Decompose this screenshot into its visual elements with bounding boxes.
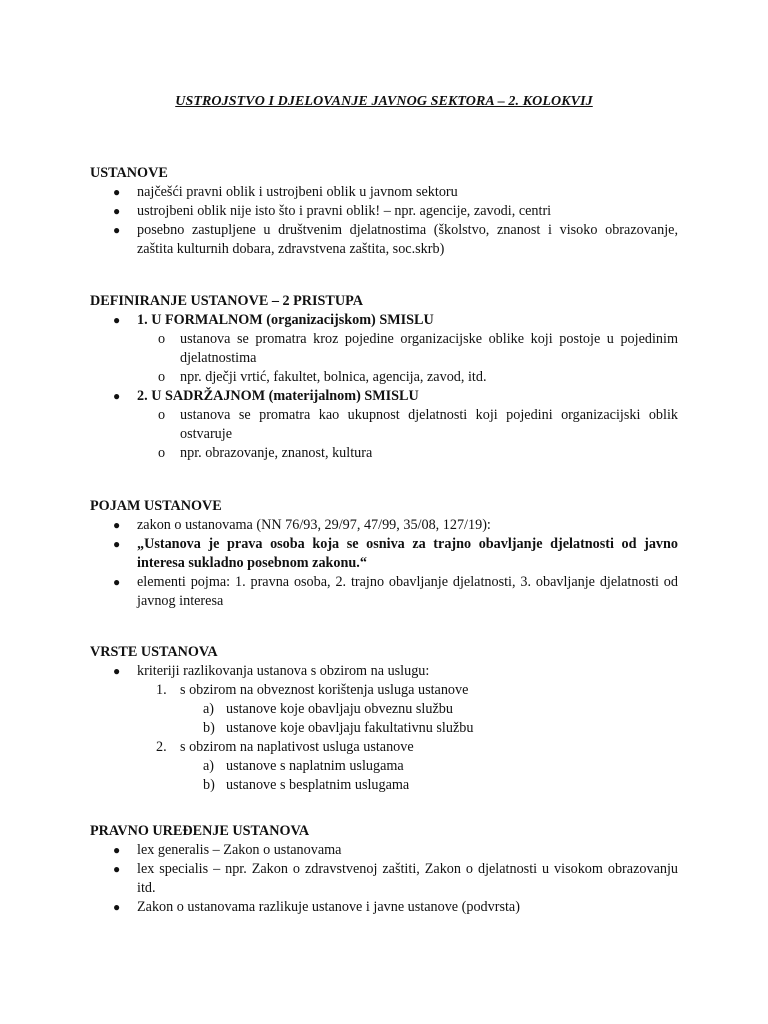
sub-list-item: o ustanova se promatra kroz pojedine organizacijske oblike koji postoje u pojedinim djelatnostima xyxy=(158,331,678,366)
lettered-item: b) ustanove s besplatnim uslugama xyxy=(203,777,410,793)
document-title: USTROJSTVO I DJELOVANJE JAVNOG SEKTORA – 2. KOLOKVIJ xyxy=(175,94,593,109)
section-heading: POJAM USTANOVE xyxy=(90,498,222,514)
numbered-item: 1. s obzirom na obveznost korištenja usluga ustanove xyxy=(156,682,469,698)
section-heading: VRSTE USTANOVA xyxy=(90,644,218,660)
numbered-list xyxy=(90,681,678,795)
list-item: ● elementi pojma: 1. pravna osoba, 2. trajno obavljanje djelatnosti, 3. obavljanje djelatnosti od javnog interesa xyxy=(113,574,678,609)
numbered-item: 2. s obzirom na naplativost usluga ustanove xyxy=(156,739,414,755)
bullet-icon: ● xyxy=(113,575,121,589)
bullet-icon: ● xyxy=(113,537,121,551)
list-item: ● „Ustanova je prava osoba koja se osniva za trajno obavljanje djelatnosti od javno interesa sukladno posebnom zakonu.“ xyxy=(113,536,678,571)
bullet-icon: ● xyxy=(113,313,121,327)
circle-bullet-icon: o xyxy=(158,407,166,423)
lettered-item: b) ustanove koje obavljaju fakultativnu službu xyxy=(203,720,474,736)
circle-bullet-icon: o xyxy=(158,369,166,385)
section-heading: PRAVNO UREĐENJE USTANOVA xyxy=(90,823,310,839)
lettered-item: a) ustanove s naplatnim uslugama xyxy=(203,758,404,774)
lettered-item: a) ustanove koje obavljaju obveznu službu xyxy=(203,701,453,717)
bullet-icon: ● xyxy=(113,900,121,914)
sub-list-item: o npr. dječji vrtić, fakultet, bolnica, agencija, zavod, itd. xyxy=(158,369,487,385)
list-item: ● zakon o ustanovama (NN 76/93, 29/97, 47/99, 35/08, 127/19): xyxy=(113,517,491,533)
list-item: ● lex generalis – Zakon o ustanovama xyxy=(113,842,342,858)
bullet-icon: ● xyxy=(113,843,121,857)
bullet-list xyxy=(90,183,678,259)
list-item: ● najčešći pravni oblik i ustrojbeni oblik u javnom sektoru xyxy=(113,184,458,200)
bullet-icon: ● xyxy=(113,223,121,237)
section-pojam xyxy=(90,497,678,611)
bullet-icon: ● xyxy=(113,204,121,218)
bullet-icon: ● xyxy=(113,185,121,199)
bullet-list xyxy=(90,841,678,917)
list-item: ● 1. U FORMALNOM (organizacijskom) SMISLU xyxy=(113,312,434,328)
section-ustanove xyxy=(90,164,678,259)
circle-bullet-icon: o xyxy=(158,445,166,461)
list-item: ● posebno zastupljene u društvenim djelatnostima (školstvo, znanost i visoko obrazovanje, zaštita kulturnih dobara, zdravstvena zaštita, soc.skrb) xyxy=(113,222,678,257)
section-vrste xyxy=(90,643,678,795)
section-definiranje xyxy=(90,292,678,463)
sub-list-item: o ustanova se promatra kao ukupnost djelatnosti koji pojedini organizacijski oblik ostvaruje xyxy=(158,407,678,442)
bullet-list xyxy=(90,516,678,611)
sub-list-item: o npr. obrazovanje, znanost, kultura xyxy=(158,445,373,461)
list-item: ● lex specialis – npr. Zakon o zdravstvenoj zaštiti, Zakon o djelatnosti u visokom obrazovanju itd. xyxy=(113,861,678,896)
bullet-icon: ● xyxy=(113,518,121,532)
bullet-icon: ● xyxy=(113,389,121,403)
list-item: ● 2. U SADRŽAJNOM (materijalnom) SMISLU xyxy=(113,388,419,404)
circle-bullet-icon: o xyxy=(158,331,166,347)
list-item: ● kriteriji razlikovanja ustanova s obzirom na uslugu: xyxy=(113,663,430,679)
section-heading: USTANOVE xyxy=(90,165,168,181)
section-heading: DEFINIRANJE USTANOVE – 2 PRISTUPA xyxy=(90,293,364,309)
bullet-icon: ● xyxy=(113,862,121,876)
list-item: ● Zakon o ustanovama razlikuje ustanove i javne ustanove (podvrsta) xyxy=(113,899,520,915)
bullet-list xyxy=(90,662,678,681)
bullet-list xyxy=(90,311,678,463)
list-item: ● ustrojbeni oblik nije isto što i pravni oblik! – npr. agencije, zavodi, centri xyxy=(113,203,552,219)
section-pravno xyxy=(90,822,678,917)
bullet-icon: ● xyxy=(113,664,121,678)
